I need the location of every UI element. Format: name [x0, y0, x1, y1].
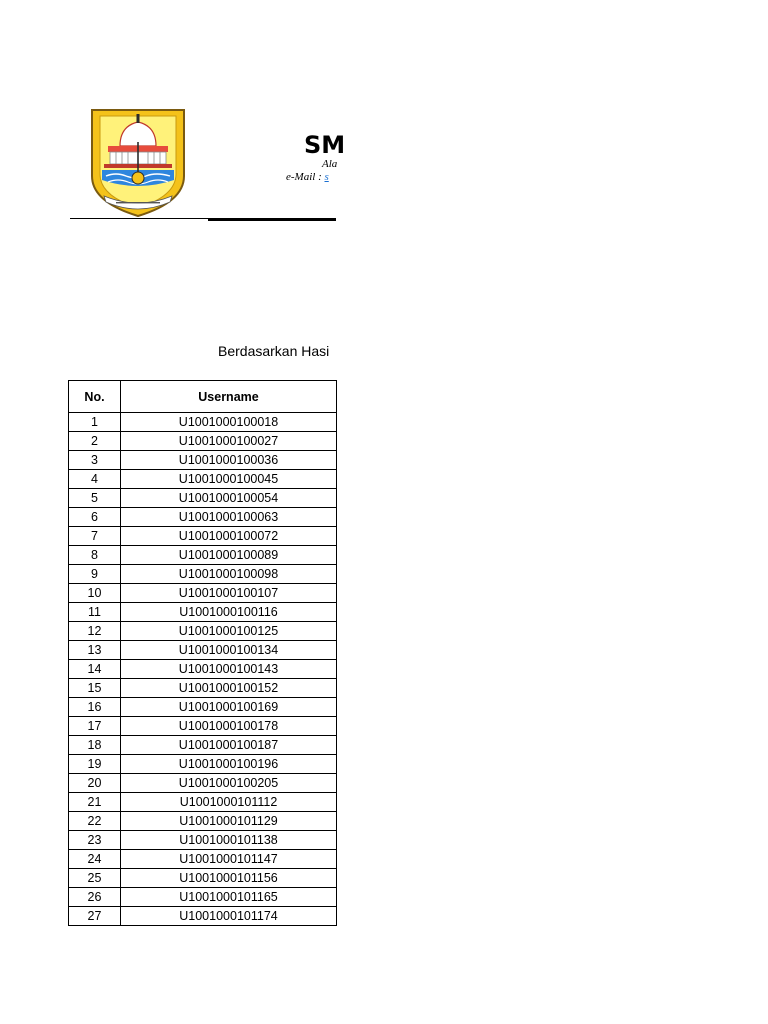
row-username: U1001000100089 — [121, 546, 337, 565]
row-username: U1001000100054 — [121, 489, 337, 508]
table-row — [69, 812, 337, 831]
row-username: U1001000100205 — [121, 774, 337, 793]
table-row — [69, 565, 337, 584]
row-number: 21 — [69, 793, 121, 812]
row-number: 22 — [69, 812, 121, 831]
email-label: e-Mail : — [286, 171, 322, 183]
row-username: U1001000100116 — [121, 603, 337, 622]
address-clip — [300, 158, 336, 172]
row-number: 12 — [69, 622, 121, 641]
row-username: U1001000100187 — [121, 736, 337, 755]
header-no: No. — [69, 381, 121, 413]
row-number: 16 — [69, 698, 121, 717]
email-link[interactable]: s — [324, 171, 329, 183]
row-username: U1001000100072 — [121, 527, 337, 546]
table-row — [69, 850, 337, 869]
table-row — [69, 793, 337, 812]
table-header-row — [69, 381, 337, 413]
intro-text: Berdasarkan Hasi — [218, 343, 330, 359]
row-number: 1 — [69, 413, 121, 432]
table-row — [69, 660, 337, 679]
row-username: U1001000100018 — [121, 413, 337, 432]
row-number: 15 — [69, 679, 121, 698]
table-row — [69, 641, 337, 660]
table-row — [69, 888, 337, 907]
row-number: 3 — [69, 451, 121, 470]
table-row — [69, 698, 337, 717]
row-number: 6 — [69, 508, 121, 527]
row-username: U1001000100107 — [121, 584, 337, 603]
row-username: U1001000100152 — [121, 679, 337, 698]
row-username: U1001000100027 — [121, 432, 337, 451]
table-row — [69, 432, 337, 451]
row-number: 24 — [69, 850, 121, 869]
row-number: 27 — [69, 907, 121, 926]
table-row — [69, 470, 337, 489]
table-row — [69, 451, 337, 470]
row-username: U1001000101129 — [121, 812, 337, 831]
table-row — [69, 603, 337, 622]
row-number: 13 — [69, 641, 121, 660]
row-username: U1001000100045 — [121, 470, 337, 489]
email-line — [286, 171, 329, 183]
row-username: U1001000100125 — [121, 622, 337, 641]
row-number: 7 — [69, 527, 121, 546]
row-number: 26 — [69, 888, 121, 907]
table-row — [69, 869, 337, 888]
row-number: 2 — [69, 432, 121, 451]
username-table — [68, 380, 337, 926]
provincial-emblem-icon — [86, 106, 190, 218]
intro-clip — [214, 341, 336, 363]
row-username: U1001000101138 — [121, 831, 337, 850]
table-row — [69, 755, 337, 774]
row-username: U1001000101174 — [121, 907, 337, 926]
table-row — [69, 831, 337, 850]
username-table-wrap — [68, 380, 336, 926]
row-username: U1001000100169 — [121, 698, 337, 717]
row-number: 17 — [69, 717, 121, 736]
row-username: U1001000101112 — [121, 793, 337, 812]
table-row — [69, 584, 337, 603]
row-username: U1001000100098 — [121, 565, 337, 584]
table-row — [69, 679, 337, 698]
row-number: 20 — [69, 774, 121, 793]
row-number: 5 — [69, 489, 121, 508]
row-number: 11 — [69, 603, 121, 622]
row-number: 9 — [69, 565, 121, 584]
row-username: U1001000101165 — [121, 888, 337, 907]
table-row — [69, 489, 337, 508]
school-name: SM — [304, 131, 346, 159]
row-username: U1001000100063 — [121, 508, 337, 527]
row-number: 25 — [69, 869, 121, 888]
table-row — [69, 622, 337, 641]
table-row — [69, 736, 337, 755]
row-number: 14 — [69, 660, 121, 679]
table-row — [69, 907, 337, 926]
table-body — [69, 413, 337, 926]
table-row — [69, 546, 337, 565]
row-number: 10 — [69, 584, 121, 603]
row-username: U1001000101156 — [121, 869, 337, 888]
row-username: U1001000100143 — [121, 660, 337, 679]
row-number: 8 — [69, 546, 121, 565]
header-username: Username — [121, 381, 337, 413]
table-row — [69, 774, 337, 793]
table-row — [69, 508, 337, 527]
row-username: U1001000101147 — [121, 850, 337, 869]
row-username: U1001000100134 — [121, 641, 337, 660]
row-number: 4 — [69, 470, 121, 489]
row-username: U1001000100196 — [121, 755, 337, 774]
row-number: 23 — [69, 831, 121, 850]
email-clip — [280, 171, 336, 187]
row-number: 19 — [69, 755, 121, 774]
letterhead-rule-thick — [208, 218, 336, 221]
table-row — [69, 527, 337, 546]
table-row — [69, 717, 337, 736]
row-username: U1001000100178 — [121, 717, 337, 736]
row-number: 18 — [69, 736, 121, 755]
address-line: Ala — [322, 158, 338, 170]
row-username: U1001000100036 — [121, 451, 337, 470]
table-row — [69, 413, 337, 432]
